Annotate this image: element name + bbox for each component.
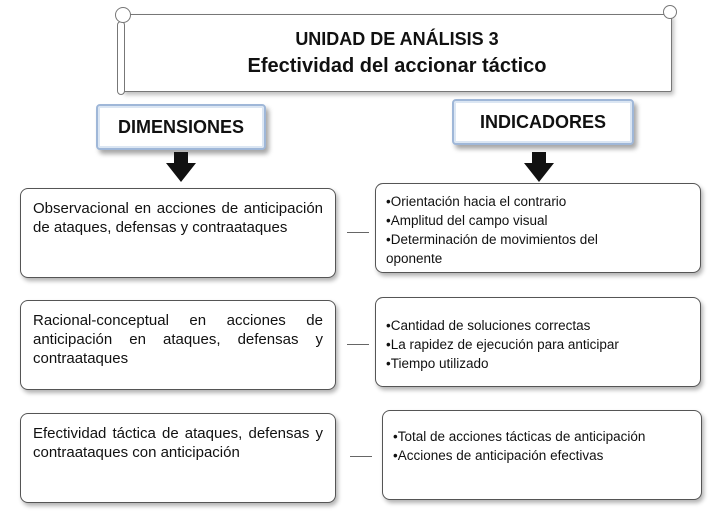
dimensiones-label: DIMENSIONES — [117, 116, 245, 137]
indicator-list — [376, 184, 700, 268]
unit-subtitle: Efectividad del accionar táctico — [247, 55, 547, 77]
indicator-item: •Total de acciones tácticas de anticipación — [393, 429, 646, 444]
indicator-item: •Amplitud del campo visual — [386, 213, 548, 228]
down-arrow-icon — [524, 152, 554, 182]
dimension-box-observacional — [20, 188, 336, 278]
indicator-box-1 — [375, 183, 701, 273]
indicator-box-2 — [375, 297, 701, 387]
indicator-item: •Tiempo utilizado — [386, 356, 489, 371]
scroll-curl-top-right — [663, 5, 677, 19]
indicator-item: •Cantidad de soluciones correctas — [386, 318, 591, 333]
dimension-text: Racional-conceptual en acciones de anticipación en ataques, defensas y contraataques — [33, 312, 323, 367]
indicadores-label: INDICADORES — [479, 111, 606, 132]
dimension-text: Efectividad táctica de ataques, defensas y contraataques con anticipación — [33, 425, 323, 461]
indicator-list — [376, 298, 700, 373]
connector-line — [350, 456, 372, 457]
unit-title: UNIDAD DE ANÁLISIS 3 — [295, 29, 499, 49]
indicator-list — [383, 411, 701, 465]
connector-line — [347, 344, 369, 345]
dimension-text: Observacional en acciones de anticipación de ataques, defensas y contraataques — [33, 200, 323, 236]
indicator-item: •Acciones de anticipación efectivas — [393, 448, 604, 463]
dimension-box-efectividad-tactica — [20, 413, 336, 503]
down-arrow-icon — [166, 152, 196, 182]
indicator-item: •Determinación de movimientos del oponente — [386, 232, 598, 266]
connector-line — [347, 232, 369, 233]
indicator-item: •La rapidez de ejecución para anticipar — [386, 337, 619, 352]
indicadores-header — [452, 99, 634, 145]
dimensiones-header — [96, 104, 266, 150]
indicator-item: •Orientación hacia el contrario — [386, 194, 567, 209]
dimension-box-racional-conceptual — [20, 300, 336, 390]
indicator-box-3 — [382, 410, 702, 500]
title-banner — [122, 14, 672, 92]
scroll-curl-top-left — [115, 7, 131, 23]
